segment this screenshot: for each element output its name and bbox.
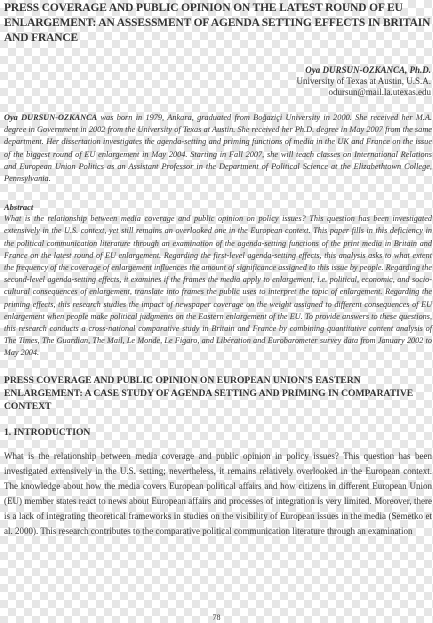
- page-number: 78: [212, 613, 221, 622]
- introduction-text: What is the relationship between media coverage and public opinion in policy issues? This question has been investigated extensively in the U.S. setting; nevertheless, it remains relatively overlooked in the European context. The knowledge about how the media covers European political affairs and how citizens in different European Union (EU) member states react to news about European affairs and processes of integration is very limited. Moreover, there is a lack of integrating theoretical frameworks in studies on the visibility of European issues in the media (Semetko et al. 2000). This research contributes to the comparative political communication literature through an examination: [4, 450, 432, 536]
- author-email[interactable]: odursun@mail.la.utexas.edu: [328, 87, 431, 97]
- author-block: [4, 65, 432, 98]
- introduction-heading: 1. INTRODUCTION: [4, 426, 91, 438]
- bio-author-name: Oya DURSUN-OZKANCA: [4, 113, 98, 122]
- paper-page: [4, 0, 432, 539]
- author-bio: [4, 112, 432, 185]
- paper-title: PRESS COVERAGE AND PUBLIC OPINION ON THE LATEST ROUND OF EU ENLARGEMENT: AN ASSESSMENT OF AGENDA SETTING EFFECTS IN BRITAIN AND FRANCE: [4, 2, 431, 44]
- bio-text: was born in 1979, Ankara, graduated from Boğaziçi University in 2000. She received her M.A. degree in Government in 2002 from the University of Texas at Austin. She received her Ph.D. degree in May 2007 from the same department. Her dissertation investigates the agenda-setting and priming functions of media in the UK and France on the issue of the biggest round of EU enlargement in May 2004. Starting in Fall 2007, she will teach classes on International Relations and European Union Politics as an Assistant Professor in the Department of Political Science at the Elizabethtown College, Pennsylvania.: [4, 113, 432, 184]
- abstract-text: What is the relationship between media coverage and public opinion on policy issues? This question has been investigated extensively in the U.S. context, yet still remains an overlooked one in the European context. This paper fills in this deficiency in the political communication literature through an examination of the agenda-setting functions of the print media in Britain and France on the latest round of EU enlargement. Regarding the first-level agenda-setting effects, this analysis asks to what extent the frequency of the coverage of enlargement influences the amount of significance assigned to this issue by people. Regarding the second-level agenda-setting effects, it examines if the frames the media apply to enlargement, i.e. political, economic, and socio-cultural consequences of enlargement, translate into frames the public uses to interpret the topic of enlargement. Regarding the priming effects, this research studies the impact of newspaper coverage on the weight assigned to different consequences of EU enlargement when people make political judgments on the Eastern enlargement of the EU. To provide answers to these questions, this research conducts a cross-national comparative study in Britain and France by combining quantitative content analysis of The Times, The Guardian, The Mail, Le Monde, Le Figaro, and Libération and Eurobarometer survey data from January 2002 to May 2004.: [4, 214, 432, 358]
- author-affiliation: University of Texas at Austin, U.S.A.: [296, 76, 431, 86]
- author-name: Oya DURSUN-OZKANCA, Ph.D.: [305, 65, 431, 75]
- abstract-heading: Abstract: [4, 202, 34, 213]
- section-title: PRESS COVERAGE AND PUBLIC OPINION ON EUROPEAN UNION'S EASTERN ENLARGEMENT: A CASE STUDY OF AGENDA SETTING AND PRIMING IN COMPARATIVE CONTEXT: [4, 374, 414, 412]
